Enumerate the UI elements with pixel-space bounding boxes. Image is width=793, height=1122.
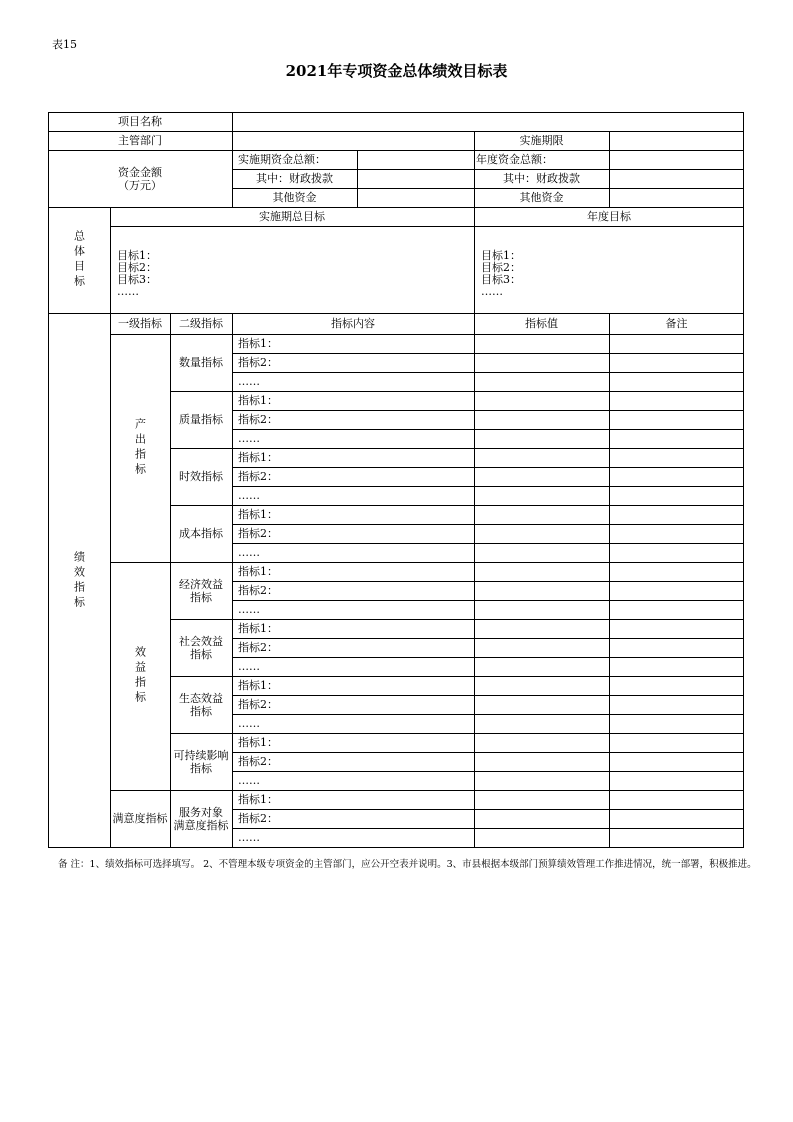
fiscal-label: 其中：财政拨款 [503, 172, 580, 185]
indicator-note-cell[interactable] [609, 353, 744, 372]
indicator-value-cell[interactable] [474, 448, 609, 467]
grid-line [48, 847, 744, 848]
indicator-note-cell[interactable] [609, 524, 744, 543]
indicator-note-cell[interactable] [609, 334, 744, 353]
indicator-note-cell[interactable] [609, 638, 744, 657]
indicator-value-cell[interactable] [474, 524, 609, 543]
indicator-ellipsis: …… [238, 546, 260, 559]
indicator-value-cell[interactable] [474, 505, 609, 524]
other-funds-label: 其他资金 [272, 191, 317, 204]
indicator-note-cell[interactable] [609, 372, 744, 391]
indicator-item: 指标1： [238, 622, 278, 635]
indicator-note-cell[interactable] [609, 809, 744, 828]
indicator-value-cell[interactable] [474, 714, 609, 733]
indicator-note-cell[interactable] [609, 714, 744, 733]
indicator-value-cell[interactable] [474, 619, 609, 638]
grid-line [609, 131, 610, 207]
indicator-ellipsis: …… [238, 489, 260, 502]
indicator-ellipsis: …… [238, 774, 260, 787]
total-period-label: 实施期资金总额： [238, 153, 326, 166]
indicator-value-cell[interactable] [474, 638, 609, 657]
output-indicator-label [110, 334, 170, 562]
indicator-ellipsis: …… [238, 603, 260, 616]
period-goal-list: 目标1： 目标2： 目标3： …… [117, 249, 157, 298]
indicator-item: 指标2： [238, 584, 278, 597]
sub-indicator-label: 数量指标 [179, 356, 223, 369]
indicator-item: 指标1： [238, 565, 278, 578]
indicator-value-cell[interactable] [474, 334, 609, 353]
indicator-note-cell[interactable] [609, 505, 744, 524]
indicator-note-cell[interactable] [609, 619, 744, 638]
fund-amount-label [48, 150, 232, 207]
indicator-value-cell[interactable] [474, 467, 609, 486]
sub-indicator-label: 成本指标 [179, 527, 223, 540]
indicator-value-cell[interactable] [474, 429, 609, 448]
period-label: 实施期限 [519, 134, 564, 147]
fund-amount-text: 资金金额 [118, 165, 162, 179]
note-header: 备注 [665, 317, 688, 330]
indicator-value-cell[interactable] [474, 828, 609, 847]
indicator-value-cell[interactable] [474, 372, 609, 391]
indicator-ellipsis: …… [238, 660, 260, 673]
indicator-item: 指标2： [238, 812, 278, 825]
indicator-note-cell[interactable] [609, 771, 744, 790]
indicator-item: 指标2： [238, 527, 278, 540]
total-year-label: 年度资金总额： [476, 153, 553, 166]
indicator-ellipsis: …… [238, 717, 260, 730]
indicator-value-cell[interactable] [474, 752, 609, 771]
fund-unit-text: （万元） [118, 178, 162, 192]
indicator-ellipsis: …… [238, 432, 260, 445]
indicator-note-cell[interactable] [609, 562, 744, 581]
indicator-item: 指标1： [238, 679, 278, 692]
indicator-item: 指标1： [238, 793, 278, 806]
indicator-ellipsis: …… [238, 375, 260, 388]
indicator-value-cell[interactable] [474, 353, 609, 372]
indicator-item: 指标1： [238, 394, 278, 407]
fiscal-label: 其中：财政拨款 [256, 172, 333, 185]
level2-header: 二级指标 [179, 317, 223, 330]
indicator-note-cell[interactable] [609, 486, 744, 505]
indicator-value-cell[interactable] [474, 543, 609, 562]
benefit-indicator-text: 效益指标 [133, 646, 147, 706]
indicator-item: 指标1： [238, 451, 278, 464]
other-funds-label: 其他资金 [519, 191, 564, 204]
indicator-value-cell[interactable] [474, 657, 609, 676]
indicator-value-cell[interactable] [474, 771, 609, 790]
indicator-note-cell[interactable] [609, 657, 744, 676]
annual-goal-list: 目标1： 目标2： 目标3： …… [481, 249, 521, 298]
indicator-value-cell[interactable] [474, 600, 609, 619]
indicator-item: 指标1： [238, 508, 278, 521]
sub-indicator-label: 服务对象 满意度指标 [173, 805, 229, 832]
performance-indicator-text: 绩效指标 [72, 550, 86, 611]
indicator-note-cell[interactable] [609, 410, 744, 429]
indicator-item: 指标2： [238, 641, 278, 654]
page-title: 2021年专项资金总体绩效目标表 [285, 62, 508, 80]
indicator-item: 指标2： [238, 413, 278, 426]
sub-indicator-label: 经济效益 指标 [179, 577, 223, 604]
footnote: 备 注：1、绩效指标可选择填写。 2、不管理本级专项资金的主管部门，应公开空表并说明。3、市县根据本级部门预算绩效管理工作推进情况，统一部署，积极推进。 [58, 859, 757, 870]
project-name-label: 项目名称 [118, 115, 162, 128]
benefit-indicator-label [110, 562, 170, 790]
sub-indicator-label: 质量指标 [179, 413, 223, 426]
indicator-note-cell[interactable] [609, 448, 744, 467]
indicator-item: 指标1： [238, 736, 278, 749]
indicator-note-cell[interactable] [609, 676, 744, 695]
performance-indicator-label [48, 313, 110, 848]
indicator-note-cell[interactable] [609, 543, 744, 562]
indicator-value-cell[interactable] [474, 562, 609, 581]
sub-indicator-label: 生态效益 指标 [179, 691, 223, 718]
indicator-value-cell[interactable] [474, 695, 609, 714]
indicator-item: 指标2： [238, 755, 278, 768]
indicator-note-cell[interactable] [609, 429, 744, 448]
indicator-note-cell[interactable] [609, 790, 744, 809]
indicator-note-cell[interactable] [609, 467, 744, 486]
indicator-item: 指标2： [238, 698, 278, 711]
department-label: 主管部门 [118, 134, 162, 147]
satisfaction-indicator-label: 满意度指标 [112, 812, 168, 825]
sub-indicator-label: 社会效益 指标 [179, 634, 223, 661]
value-header: 指标值 [525, 317, 558, 330]
content-header: 指标内容 [331, 317, 375, 330]
indicator-value-cell[interactable] [474, 486, 609, 505]
indicator-value-cell[interactable] [474, 581, 609, 600]
indicator-value-cell[interactable] [474, 809, 609, 828]
indicator-note-cell[interactable] [609, 733, 744, 752]
sub-indicator-label: 时效指标 [179, 470, 223, 483]
indicator-item: 指标2： [238, 356, 278, 369]
level1-header: 一级指标 [118, 317, 162, 330]
indicator-note-cell[interactable] [609, 752, 744, 771]
indicator-value-cell[interactable] [474, 790, 609, 809]
table-number: 表15 [52, 38, 77, 51]
overall-goal-text: 总体目标 [72, 230, 86, 290]
overall-goal-label [48, 207, 110, 313]
indicator-value-cell[interactable] [474, 391, 609, 410]
indicator-item: 指标2： [238, 470, 278, 483]
performance-goal-table [48, 112, 744, 848]
indicator-note-cell[interactable] [609, 391, 744, 410]
grid-line [110, 226, 744, 227]
period-goal-header: 实施期总目标 [259, 210, 325, 223]
indicator-ellipsis: …… [238, 831, 260, 844]
indicator-value-cell[interactable] [474, 676, 609, 695]
indicator-note-cell[interactable] [609, 600, 744, 619]
indicator-note-cell[interactable] [609, 828, 744, 847]
indicator-note-cell[interactable] [609, 581, 744, 600]
indicator-note-cell[interactable] [609, 695, 744, 714]
annual-goal-header: 年度目标 [587, 210, 631, 223]
grid-line [357, 150, 358, 207]
sub-indicator-label: 可持续影响 指标 [173, 748, 229, 775]
output-indicator-text: 产出指标 [133, 418, 147, 478]
indicator-item: 指标1： [238, 337, 278, 350]
indicator-value-cell[interactable] [474, 410, 609, 429]
indicator-value-cell[interactable] [474, 733, 609, 752]
